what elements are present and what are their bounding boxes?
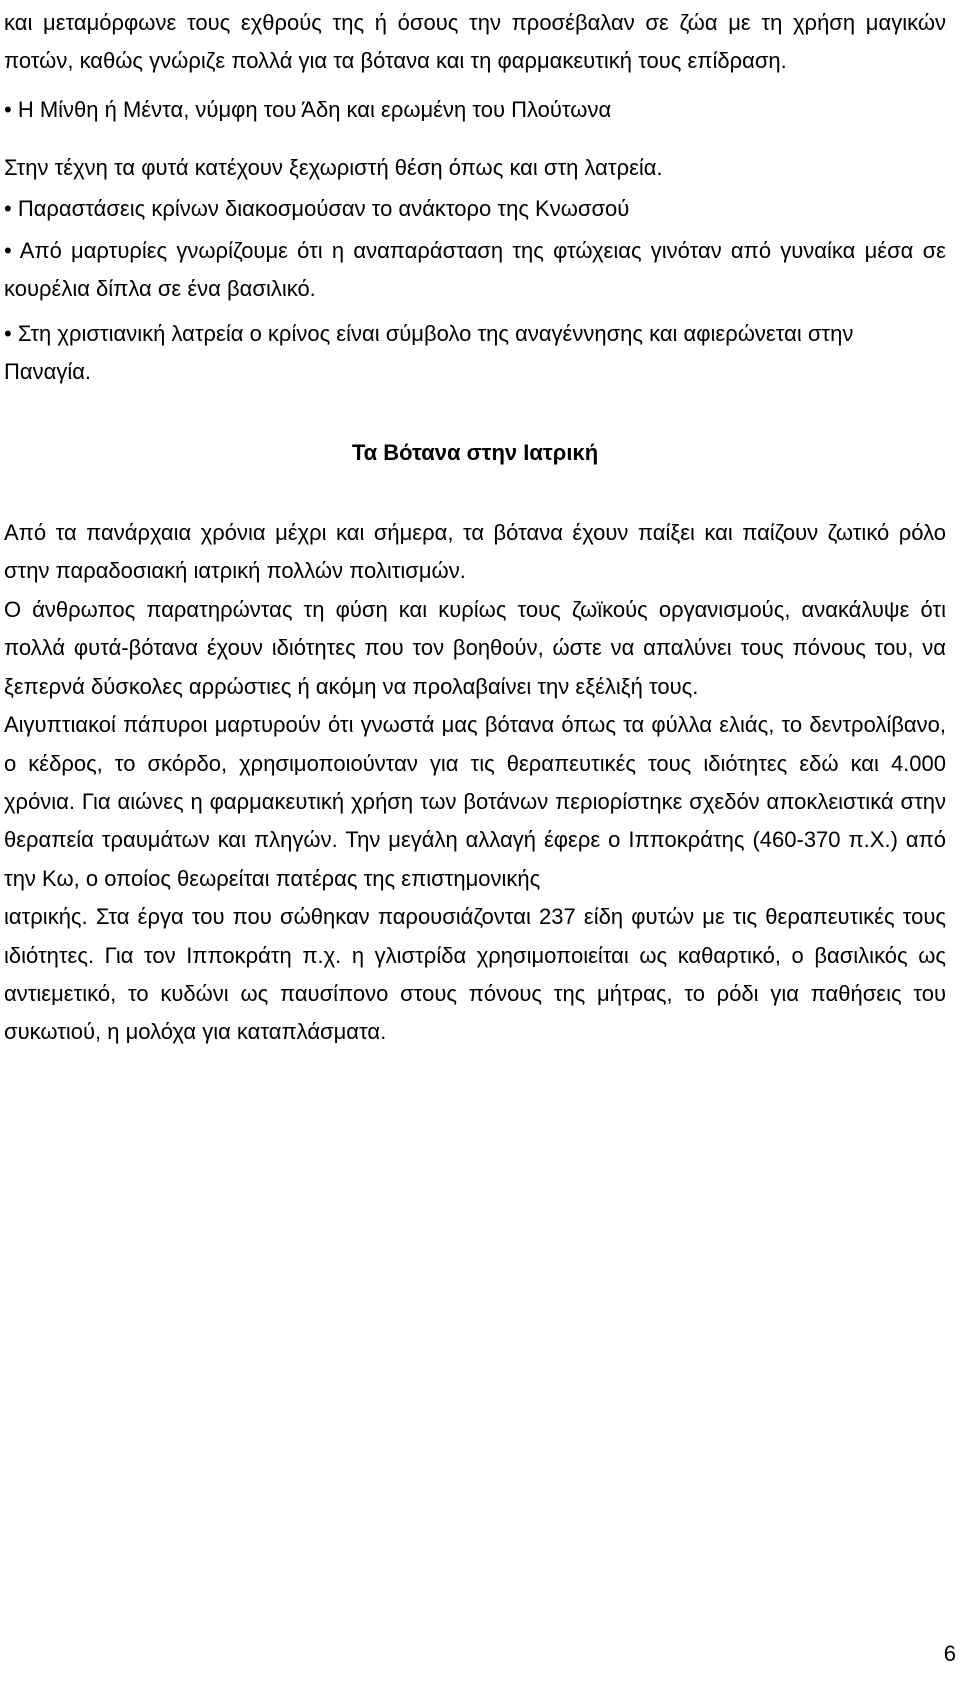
paragraph-herbs-history: Από τα πανάρχαια χρόνια μέχρι και σήμερα, τα βότανα έχουν παίξει και παίζουν ζωτικό ρόλο στην παραδοσιακή ιατρική πολλών πολιτισμών. bbox=[4, 520, 946, 584]
art-statement: Στην τέχνη τα φυτά κατέχουν ξεχωριστή θέση όπως και στη λατρεία. bbox=[4, 155, 663, 181]
bullet-lilies: • Παραστάσεις κρίνων διακοσμούσαν το ανάκτορο της Κνωσσού bbox=[4, 195, 630, 221]
bullet-testimony: • Από μαρτυρίες γνωρίζουμε ότι η αναπαράσταση της φτώχειας γινόταν από γυναίκα μέσα σε κουρέλια δίπλα σε ένα βασιλικό. bbox=[4, 238, 946, 302]
bullet-minthe: • Η Μίνθη ή Μέντα, νύμφη του Άδη και ερωμένη του Πλούτωνα bbox=[4, 96, 612, 122]
document-body bbox=[4, 4, 946, 1052]
section-heading: Τα Βότανα στην Ιατρική bbox=[351, 439, 599, 465]
paragraph-egyptian-papyri: Αιγυπτιακοί πάπυροι μαρτυρούν ότι γνωστά μας βότανα όπως τα φύλλα ελιάς, το δεντρολίβανο, ο κέδρος, το σκόρδο, χρησιμοποιούνταν για τις θεραπευτικές τους ιδιότητες εδώ και 4.000 χρόνια. Για αιώνες η φαρμακευτική χρήση των βοτάνων περιορίστηκε σχεδόν αποκλειστικά στην θεραπεία τραυμάτων και πληγών. Την μεγάλη αλλαγή έφερε ο Ιπποκράτης (460-370 π.Χ.) από την Κω, ο οποίος θεωρείται πατέρας της επιστημονικής bbox=[4, 712, 946, 891]
intro-paragraph: και μεταμόρφωνε τους εχθρούς της ή όσους την προσέβαλαν σε ζώα με τη χρήση μαγικών ποτών, καθώς γνώριζε πολλά για τα βότανα και τη φαρμακευτική τους επίδραση. bbox=[4, 10, 946, 74]
paragraph-hippocrates: ιατρικής. Στα έργα του που σώθηκαν παρουσιάζονται 237 είδη φυτών με τις θεραπευτικές τους ιδιότητες. Για τον Ιπποκράτη π.χ. η γλιστρίδα χρησιμοποιείται ως καθαρτικό, ο βασιλικός ως αντιεμετικό, το κυδώνι ως παυσίπονο στους πόνους της μήτρας, το ρόδι για παθήσεις του συκωτιού, η μολόχα για καταπλάσματα. bbox=[4, 904, 946, 1045]
paragraph-human-observation: Ο άνθρωπος παρατηρώντας τη φύση και κυρίως τους ζωϊκούς οργανισμούς, ανακάλυψε ότι πολλά φυτά-βότανα έχουν ιδιότητες που τον βοηθούν, ώστε να απαλύνει τους πόνους του, να ξεπερνά δύσκολες αρρώστιες ή ακόμη να προλαβαίνει την εξέλιξή τους. bbox=[4, 596, 946, 699]
page-number: 6 bbox=[943, 1641, 956, 1666]
bullet-christian: • Στη χριστιανική λατρεία ο κρίνος είναι σύμβολο της αναγέννησης και αφιερώνεται στην Παναγία. bbox=[4, 320, 854, 385]
